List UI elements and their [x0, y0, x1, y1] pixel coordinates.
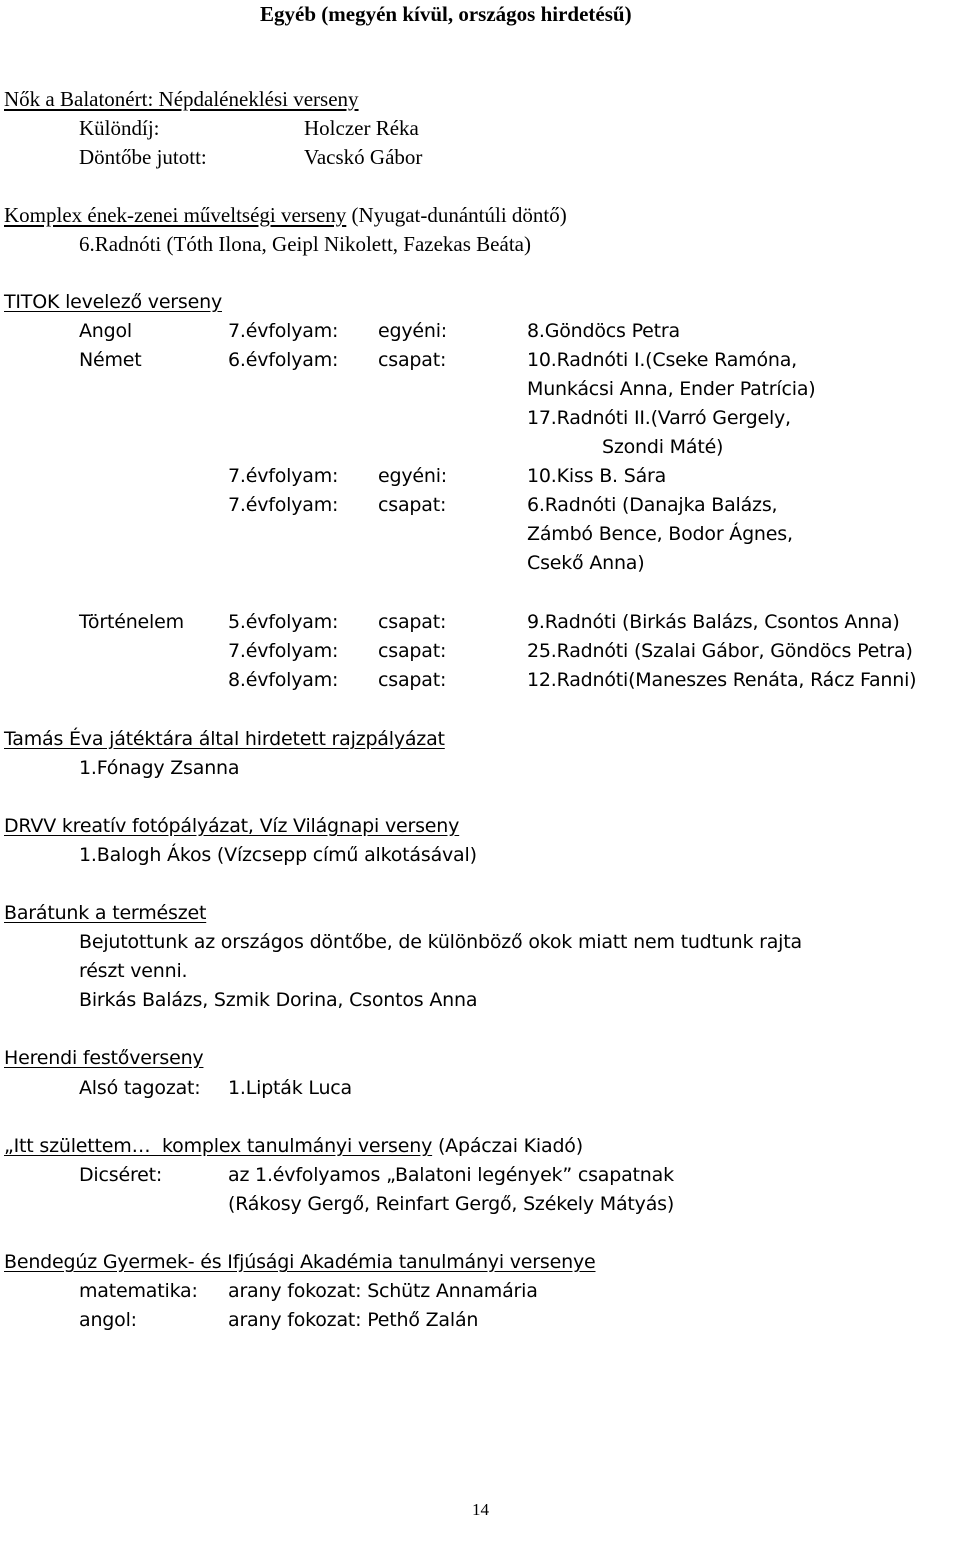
titok-type: egyéni: — [378, 320, 448, 342]
titok-result: Csekő Anna) — [527, 552, 645, 574]
noka-heading: Nők a Balatonért: Népdaléneklési verseny — [4, 87, 359, 111]
titok-type: egyéni: — [378, 465, 448, 487]
titok-subject: Történelem — [79, 611, 184, 633]
titok-result: 6.Radnóti (Danajka Balázs, — [527, 494, 778, 516]
noka-name-1: Holczer Réka — [304, 116, 419, 140]
baratunk-line-1: Bejutottunk az országos döntőbe, de különböző okok miatt nem tudtunk rajta — [79, 931, 802, 953]
bendeguz-subject: matematika: — [79, 1280, 198, 1302]
titok-result: 9.Radnóti (Birkás Balázs, Csontos Anna) — [527, 611, 900, 633]
titok-grade: 6.évfolyam: — [228, 349, 339, 371]
itt-line-2: (Rákosy Gergő, Reinfart Gergő, Székely Mátyás) — [228, 1193, 675, 1215]
noka-label-1: Különdíj: — [79, 116, 160, 140]
noka-name-2: Vacskó Gábor — [304, 145, 423, 169]
titok-result: 8.Göndöcs Petra — [527, 320, 680, 342]
titok-grade: 5.évfolyam: — [228, 611, 339, 633]
titok-subject: Angol — [79, 320, 133, 342]
titok-type: csapat: — [378, 640, 447, 662]
herendi-result: 1.Lipták Luca — [228, 1077, 352, 1099]
komplex-heading — [4, 203, 567, 227]
titok-result: Zámbó Bence, Bodor Ágnes, — [527, 523, 793, 545]
titok-subject: Német — [79, 349, 142, 371]
titok-result: 25.Radnóti (Szalai Gábor, Göndöcs Petra) — [527, 640, 913, 662]
titok-result: 10.Radnóti I.(Cseke Ramóna, — [527, 349, 797, 371]
bendeguz-result: arany fokozat: Pethő Zalán — [228, 1309, 479, 1331]
bendeguz-result: arany fokozat: Schütz Annamária — [228, 1280, 538, 1302]
baratunk-line-2: részt venni. — [79, 960, 188, 982]
komplex-result: 6.Radnóti (Tóth Ilona, Geipl Nikolett, Fazekas Beáta) — [79, 232, 531, 256]
titok-grade: 7.évfolyam: — [228, 640, 339, 662]
komplex-heading-underlined: Komplex ének-zenei műveltségi verseny — [4, 203, 347, 227]
itt-label: Dicséret: — [79, 1164, 163, 1186]
titok-result: 12.Radnóti(Maneszes Renáta, Rácz Fanni) — [527, 669, 917, 691]
titok-grade: 7.évfolyam: — [228, 320, 339, 342]
bendeguz-heading: Bendegúz Gyermek- és Ifjúsági Akadémia tanulmányi versenye — [4, 1251, 596, 1273]
titok-type: csapat: — [378, 611, 447, 633]
page-number: 14 — [472, 1500, 489, 1519]
herendi-label: Alsó tagozat: — [79, 1077, 201, 1099]
page-title: Egyéb (megyén kívül, országos hirdetésű) — [260, 2, 632, 26]
bendeguz-subject: angol: — [79, 1309, 137, 1331]
titok-grade: 7.évfolyam: — [228, 494, 339, 516]
noka-label-2: Döntőbe jutott: — [79, 145, 207, 169]
titok-result: Szondi Máté) — [602, 436, 724, 458]
baratunk-heading: Barátunk a természet — [4, 902, 207, 924]
titok-result: 17.Radnóti II.(Varró Gergely, — [527, 407, 791, 429]
titok-result: Munkácsi Anna, Ender Patrícia) — [527, 378, 816, 400]
itt-line-1: az 1.évfolyamos „Balatoni legények” csapatnak — [228, 1164, 674, 1186]
titok-type: csapat: — [378, 349, 447, 371]
drvv-heading: DRVV kreatív fotópályázat, Víz Világnapi verseny — [4, 815, 460, 837]
titok-heading: TITOK levelező verseny — [4, 291, 222, 313]
titok-grade: 8.évfolyam: — [228, 669, 339, 691]
titok-grade: 7.évfolyam: — [228, 465, 339, 487]
titok-type: csapat: — [378, 494, 447, 516]
komplex-heading-rest: (Nyugat-dunántúli döntő) — [346, 203, 567, 227]
itt-heading-underlined: „Itt születtem… komplex tanulmányi verseny — [4, 1135, 433, 1157]
itt-heading — [4, 1134, 583, 1158]
herendi-heading: Herendi festőverseny — [4, 1047, 204, 1069]
tamas-heading: Tamás Éva játéktára által hirdetett rajzpályázat — [4, 728, 445, 750]
tamas-result: 1.Fónagy Zsanna — [79, 757, 240, 779]
titok-result: 10.Kiss B. Sára — [527, 465, 667, 487]
titok-type: csapat: — [378, 669, 447, 691]
baratunk-line-3: Birkás Balázs, Szmik Dorina, Csontos Anna — [79, 989, 478, 1011]
itt-heading-rest: (Apáczai Kiadó) — [432, 1135, 583, 1157]
drvv-result: 1.Balogh Ákos (Vízcsepp című alkotásával) — [79, 844, 477, 866]
